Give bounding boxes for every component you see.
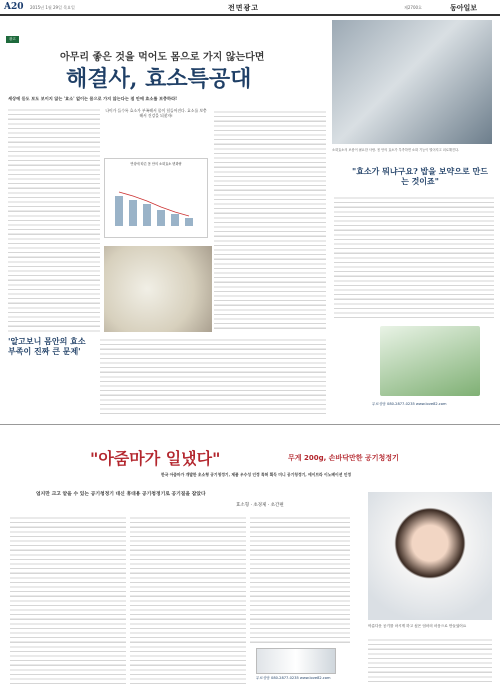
page-header	[0, 0, 500, 16]
ad1-subhead: 세상에 듣도 보도 보이지 않는 '효소' 없이는 몸으로 가지 않는다는 점 안에 효소를 보충하라!	[8, 96, 178, 101]
newspaper-logo: 동아일보	[450, 3, 478, 12]
ad1-callout: 나이가 들수록 효소가 부족해서 몸이 힘들어진다. 효소를 보충해서 건강을 되찾자!	[105, 108, 207, 118]
ad-divider	[0, 424, 500, 425]
founder-caption: 아름다운 공기를 마시게 하고 싶은 엄마의 마음으로 만들었어요	[368, 624, 467, 628]
ad2-subhead: 무게 200g, 손바닥만한 공기청정기	[288, 454, 399, 462]
enzyme-photo-caption: 소화효소의 보충이 필요한 사람. 몸 안의 효소가 부족하면 소화 기능이 떨어지고 피로해진다.	[332, 148, 460, 152]
ad2-body-col3	[250, 514, 350, 644]
ad2-credit: 효소형 · 초경제 · 초간편	[236, 503, 284, 508]
ad1-body-col1	[8, 106, 100, 332]
ad1-headline: 해결사, 효소특공대	[66, 66, 252, 92]
ad1-quote: "효소가 뭐냐구요? 밥을 보약으로 만드는 것이죠"	[352, 166, 488, 186]
ad1-footer-contact[interactable]: 무료상담 080-2877-0235 www.love82.com	[372, 402, 447, 406]
ad1-body-lower	[100, 336, 326, 414]
ad2-contact[interactable]: 무료상담 080-2877-0235 www.love82.com	[256, 676, 331, 680]
section-title: 전면광고	[228, 4, 260, 12]
ad1-side-title: '알고보니 몸안의 효소 부족이 진짜 큰 문제'	[8, 336, 86, 356]
ad2-intro: 엄지만 크고 얕을 수 있는 공기청정기 대신 휴대용 공기청정기로 공기질을 잡았다	[36, 492, 206, 497]
issue-date: 2015년 1월 29일 목요일	[30, 5, 75, 10]
edition-number: 제2700호	[404, 5, 422, 10]
ad1-body-col4	[334, 194, 494, 318]
ad2-body-col1	[10, 514, 126, 684]
chart-box	[104, 158, 208, 238]
chart-caption: 연령에 따른 몸 안의 소화효소 변화량	[130, 162, 182, 166]
rice-photo	[104, 246, 212, 332]
founder-photo	[368, 492, 492, 620]
ad2-body-col4	[368, 636, 492, 684]
ad1-kicker: 아무리 좋은 것을 먹어도 몸으로 가지 않는다면	[60, 52, 265, 63]
ad2-body-col2	[130, 514, 246, 684]
ad-air-purifier	[0, 426, 500, 691]
air-purifier-product	[256, 648, 336, 674]
enzyme-photo	[332, 20, 492, 144]
ad-tag: 광고	[6, 36, 19, 43]
ad-enzyme	[0, 18, 500, 422]
enzyme-decline-chart	[105, 166, 209, 236]
enzyme-product-box	[380, 326, 480, 396]
ad2-tagline: 한국 아줌마가 개발한 초소형 공기청정기, 제품 우수성 인정 특허 획득 미니 공기청정기, 에이브라 이노베이션 인정	[160, 472, 352, 477]
page-number: A20	[4, 2, 24, 12]
ad2-headline: "아줌마가 일냈다"	[90, 449, 221, 468]
ad1-body-col3	[214, 108, 326, 332]
